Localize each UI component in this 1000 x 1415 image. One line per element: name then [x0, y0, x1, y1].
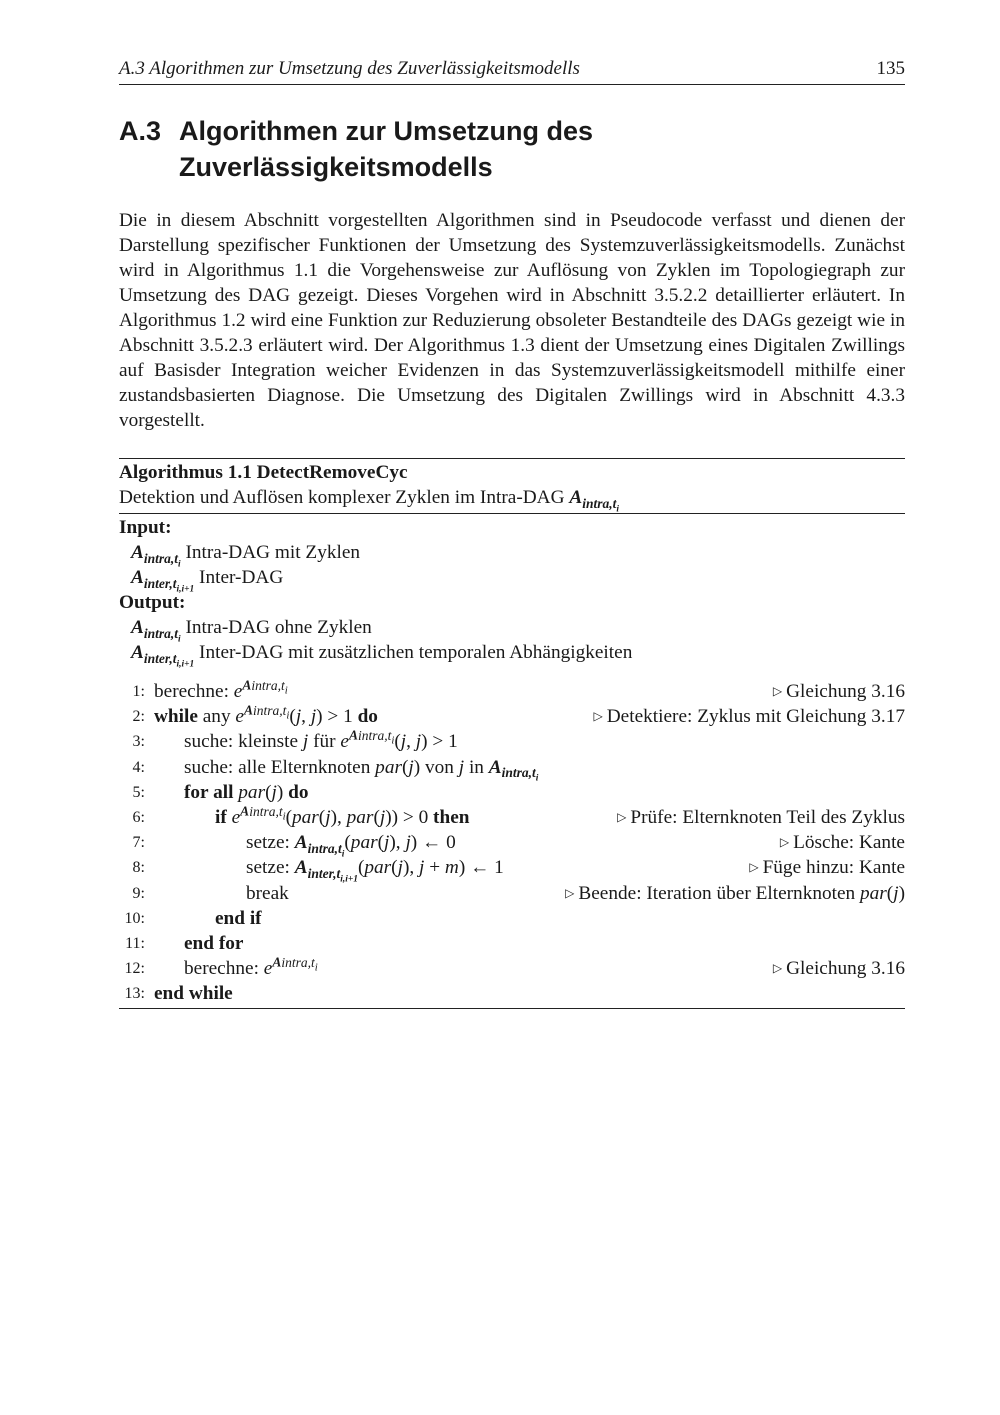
- triangle-icon: ▷: [593, 709, 603, 724]
- output-text: Inter-DAG mit zusätzlichen temporalen Abhängigkeiten: [199, 642, 633, 663]
- input-label: Input:: [119, 517, 172, 538]
- code-comment: ▷ Detektiere: Zyklus mit Gleichung 3.17: [593, 706, 905, 728]
- math-a-intra: $A_{intra,t_i}$: [569, 487, 619, 515]
- line-number: 7:: [132, 834, 145, 852]
- line-number: 11:: [125, 934, 145, 952]
- running-title: A.3 Algorithmen zur Umsetzung des Zuverlässigkeitsmodells: [119, 58, 580, 79]
- triangle-icon: ▷: [565, 885, 575, 900]
- line-number: 3:: [132, 733, 145, 751]
- input-item: $A_{inter,t_{i,i+1}}$ Inter-DAG: [131, 567, 284, 595]
- code-line: [119, 755, 905, 785]
- code-line: [119, 679, 905, 704]
- output-text: Intra-DAG ohne Zyklen: [185, 617, 372, 638]
- running-header: [119, 58, 905, 85]
- code-text: suche: kleinste j für $e^{Aintra,t_i}(j$, j) > 1: [184, 727, 458, 753]
- line-number: 5:: [132, 783, 145, 801]
- code-line: [119, 855, 905, 885]
- line-number: 2:: [132, 708, 145, 726]
- algorithm-caption: [119, 459, 905, 514]
- section-title-line2: Zuverlässigkeitsmodells: [179, 152, 493, 182]
- input-text: Inter-DAG: [199, 567, 284, 588]
- code-text: end while: [154, 983, 233, 1005]
- code-comment: ▷ Lösche: Kante: [779, 832, 905, 854]
- code-line: [119, 729, 905, 754]
- line-number: 1:: [132, 683, 145, 700]
- line-number: 8:: [132, 859, 145, 877]
- algorithm-description: Detektion und Auflösen komplexer Zyklen im Intra-DAG: [119, 487, 565, 508]
- section-number: A.3: [119, 116, 162, 146]
- line-number: 13:: [124, 985, 145, 1003]
- triangle-icon: ▷: [779, 835, 790, 850]
- code-text: end if: [215, 907, 262, 929]
- input-text: Intra-DAG mit Zyklen: [185, 542, 361, 563]
- code-text: for all par(j) do: [184, 781, 309, 803]
- code-line: [119, 956, 905, 981]
- algorithm-lines: [119, 679, 905, 1008]
- section-title-text: [179, 113, 593, 185]
- page-number: 135: [876, 58, 905, 79]
- algorithm-io: [119, 514, 905, 670]
- code-line: [119, 805, 905, 830]
- code-line: [119, 780, 905, 805]
- code-comment: ▷ Füge hinzu: Kante: [749, 857, 905, 879]
- code-text: berechne: $e^{Aintra,t_i}$: [184, 954, 318, 980]
- output-item: $A_{inter,t_{i,i+1}}$ Inter-DAG mit zusätzlichen temporalen Abhängigkeiten: [131, 642, 633, 670]
- code-comment: ▷ Gleichung 3.16: [772, 958, 905, 980]
- line-number: 6:: [132, 808, 145, 826]
- code-text: end for: [184, 932, 244, 954]
- code-comment: ▷ Gleichung 3.16: [772, 681, 905, 702]
- output-item: $A_{intra,t_i}$ Intra-DAG ohne Zyklen: [131, 617, 372, 645]
- algorithm-box: [119, 458, 905, 1009]
- code-comment: ▷ Beende: Iteration über Elternknoten par(j): [565, 882, 905, 904]
- line-number: 10:: [124, 909, 145, 927]
- code-line: [119, 931, 905, 956]
- code-comment: ▷ Prüfe: Elternknoten Teil des Zyklus: [617, 806, 905, 828]
- code-line: [119, 704, 905, 729]
- triangle-icon: ▷: [617, 809, 627, 824]
- code-line: [119, 830, 905, 860]
- output-label: Output:: [119, 592, 186, 613]
- code-text: setze: $A_{inter,t_{i,i+1}}(par(j)$, j + m) ← 1: [246, 857, 504, 885]
- input-item: $A_{intra,t_i}$ Intra-DAG mit Zyklen: [131, 542, 361, 570]
- line-number: 9:: [132, 884, 145, 902]
- code-text: suche: alle Elternknoten par(j) von j in $A_{intra,t_i}$: [184, 756, 539, 785]
- code-text: setze: $A_{intra,t_i}(par(j)$, j) ← 0: [246, 832, 456, 860]
- line-number: 4:: [132, 758, 145, 776]
- algorithm-name: DetectRemoveCyc: [256, 462, 408, 483]
- section-title: [119, 113, 905, 185]
- code-text: if $e^{Aintra,t_i}(par(j)$, par(j)) > 0 then: [215, 803, 470, 828]
- triangle-icon: ▷: [772, 961, 783, 976]
- algorithm-label: Algorithmus 1.1: [119, 462, 252, 483]
- triangle-icon: ▷: [772, 684, 783, 698]
- section-title-line1: Algorithmen zur Umsetzung des: [179, 116, 594, 146]
- code-text: berechne: $e^{Aintra,t_i}$: [154, 677, 288, 702]
- intro-paragraph: Die in diesem Abschnitt vorgestellten Algorithmen sind in Pseudocode verfasst und dienen der Darstellung spezifischer Funktionen der Umsetzung des Systemzuverlässigkeitsmodells. Zunächst wird in Algorithmus 1.1 die Vorgehensweise zur Auflösung von Zyklen im Topologiegraph zur Umsetzung des DAG gezeigt. Dieses Vorgehen wird in Abschnitt 3.5.2.2 detaillierter erläutert. In Algorithmus 1.2 wird eine Funktion zur Reduzierung obsoleter Bestandteile des DAGs gezeigt wie in Abschnitt 3.5.2.3 erläutert wird. Der Algorithmus 1.3 dient der Umsetzung eines Digitalen Zwillings auf Basisder Integration weicher Evidenzen in das Systemzuverlässigkeitsmodell mithilfe einer zustandsbasierten Diagnose. Die Umsetzung des Digitalen Zwillings wird in Abschnitt 4.3.3 vorgestellt.: [119, 210, 905, 431]
- line-number: 12:: [124, 960, 145, 978]
- code-line: [119, 981, 905, 1006]
- code-line: [119, 906, 905, 931]
- code-text: break: [246, 882, 289, 904]
- code-line: [119, 881, 905, 906]
- triangle-icon: ▷: [749, 860, 759, 875]
- code-text: while any $e^{Aintra,t_i}(j$, j) > 1 do: [154, 702, 378, 728]
